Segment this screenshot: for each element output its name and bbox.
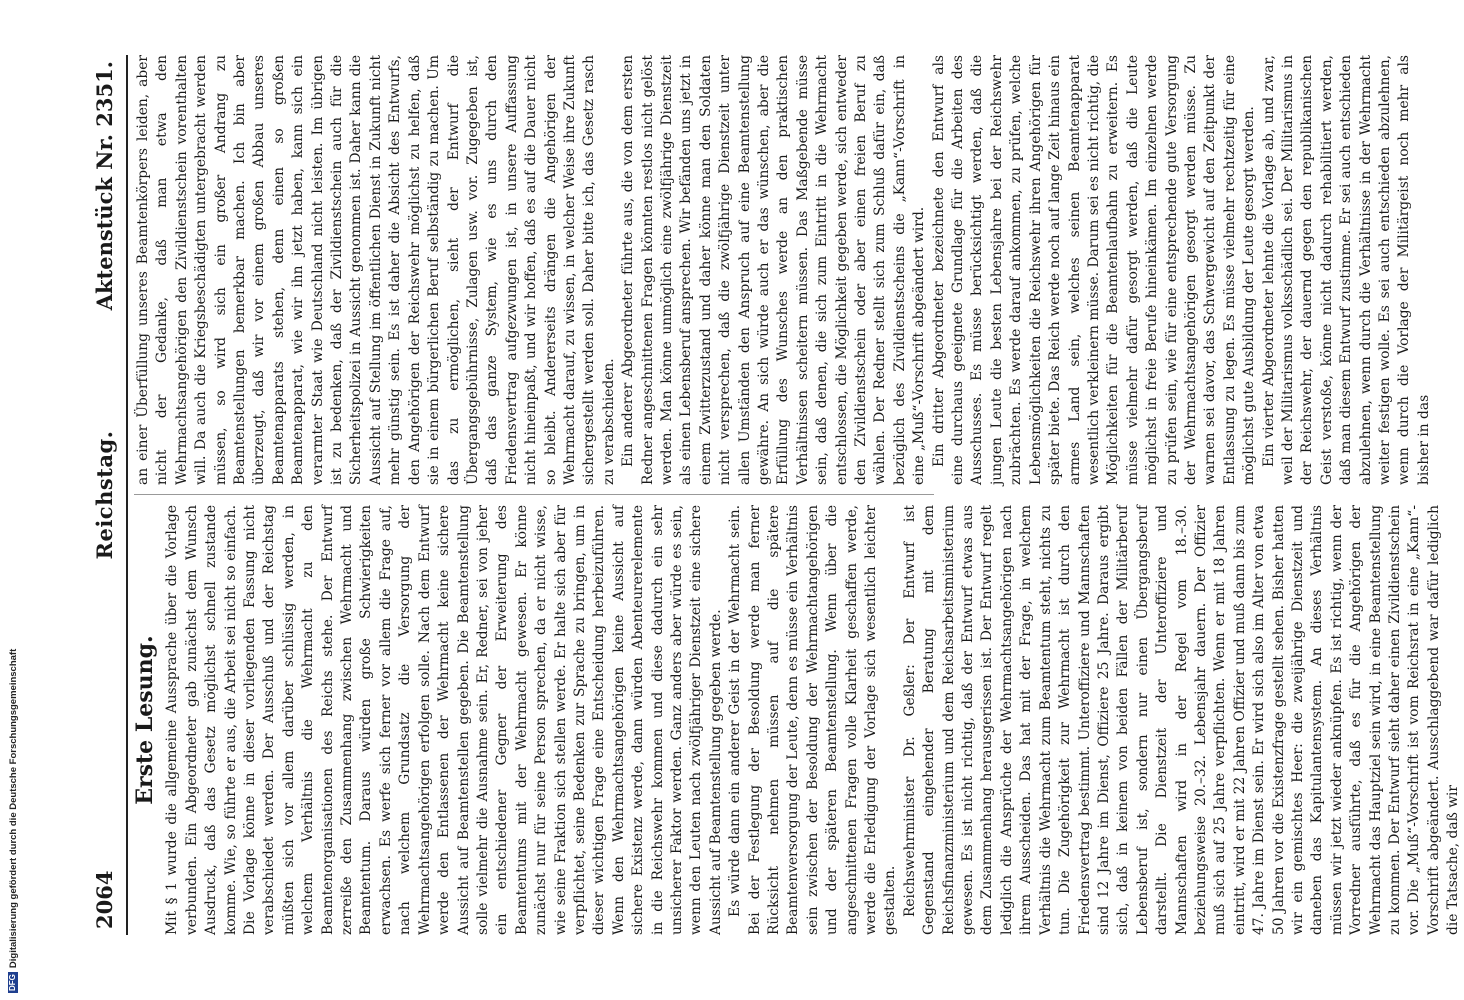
paragraph: Ein dritter Abgeordneter bezeichnete den Entwurf als eine durchaus geeignete Grundlage für die Arbeiten des Ausschusses. Es müsse berücksichtigt werden, daß die jungen Leute die besten Lebensjahre bei der Reichswehr zubrächten. Es werde darauf ankommen, zu prüfen, welche Lebensmöglichkeiten die Reichswehr ihren Angehörigen für später biete. Das Reich werde noch auf lange Zeit hinaus ein armes Land sein, welches seinen Beamtenapparat wesentlich verkleinern müsse. Darum sei es nicht richtig, die Möglichkeiten für die Beamtenlaufbahn zu erweitern. Es müsse vielmehr dafür gesorgt werden, daß die Leute möglichst in freie Berufe hineinkämen. Im einzelnen werde zu prüfen sein, wie für eine entsprechende gute Versorgung der Wehrmachtsangehörigen gesorgt werden müsse. Zu warnen sei davor, das Schwergewicht auf den Zeitpunkt der Entlassung zu legen. Es müsse vielmehr rechtzeitig für eine möglichst gute Ausbildung der Leute gesorgt werden. <box>930 55 1258 485</box>
footer-strip <box>0 0 22 1000</box>
paragraph: Mit § 1 wurde die allgemeine Aussprache über die Vorlage verbunden. Ein Abgeordneter gab zunächst dem Wunsch Ausdruck, daß das Gesetz möglichst schnell zustande komme. Wie, so führte er aus, die Arbeit sei nicht so einfach. Die Vorlage könne in dieser vorliegenden Fassung nicht verabschiedet werden. Der Ausschuß und der Reichstag müßten sich vor allem darüber schlüssig werden, in welchem Verhältnis die Wehrmacht zu den Beamtenorganisationen des Reichs stehe. Der Entwurf zerreiße den Zusammenhang zwischen Wehrmacht und Beamtentum. Daraus würden große Schwierigkeiten erwachsen. Es werfe sich ferner vor allem die Frage auf, nach welchem Grundsatz die Versorgung der Wehrmachtsangehörigen erfolgen solle. Nach dem Entwurf werde den Entlassenen der Wehrmacht keine sichere Aussicht auf Beamtenstellen gegeben. Die Beamtenstellung solle vielmehr die Ausnahme sein. Er, Redner, sei von jeher ein entschiedener Gegner der Erweiterung des Beamtentums mit der Wehrmacht gewesen. Er könne zunächst nur für seine Person sprechen, da er nicht wisse, wie seine Fraktion sich stellen werde. Er halte sich aber für verpflichtet, seine Bedenken zur Sprache zu bringen, um in dieser wichtigen Frage eine Entscheidung herbeizuführen. Wenn den Wehrmachtsangehörigen keine Aussicht auf sichere Existenz werde, dann würden Abenteurerelemente in die Reichswehr kommen und diese dadurch ein sehr unsicherer Faktor werden. Ganz anders aber würde es sein, wenn den Leuten nach zwölfjähriger Dienstzeit eine sichere Aussicht auf Beamtenstellung gegeben werde. <box>164 505 724 935</box>
paragraph: Es würde dann ein anderer Geist in der Wehrmacht sein. Bei der Festlegung der Besoldung werde man ferner Rücksicht nehmen müssen auf die spätere Beamtenversorgung der Leute, denn es müsse ein Verhältnis sein zwischen der Besoldung der Wehrmachtangehörigen und der späteren Beamtenstellung. Wenn über die angeschnittenen Fragen volle Klarheit geschaffen werde, werde die Erledigung der Vorlage sich wesentlich leichter gestalten. <box>727 505 899 935</box>
paragraph: Ein anderer Abgeordneter führte aus, die von dem ersten Redner angeschnittenen Fragen könnten restlos nicht gelöst werden. Man könne unmöglich eine zwölfjährige Dienstzeit als einen Lebensberuf ansprechen. Wir befänden uns jetzt in einem Zwitterzustand und daher könne man den Soldaten nicht versprechen, daß die zwölfjährige Dienstzeit unter allen Umständen den Anspruch auf eine Beamtenstellung gewähre. An sich würde auch er das wünschen, aber die Erfüllung des Wunsches werde an den praktischen Verhältnissen scheitern müssen. Das Maßgebende müsse sein, daß denen, die sich zum Eintritt in die Wehrmacht entschlossen, die Möglichkeit gegeben werde, sich entweder den Zivildienstschein oder aber einen freien Beruf zu wählen. Der Redner stellt sich zum Schluß dafür ein, daß bezüglich des Zivildienstscheins die „Kann“-Vorschrift in eine „Muß“-Vorschrift abgeändert wird. <box>620 55 928 485</box>
section-heading: Erste Lesung. <box>132 635 158 805</box>
document-number: Aktenstück Nr. 2351. <box>92 61 117 311</box>
footer-credit <box>3 0 25 993</box>
paragraph: Reichswehrminister Dr. Geßler: Der Entwurf ist Gegenstand eingehender Beratung mit dem Reichsfinanzministerium und dem Reichsarbeitsministerium gewesen. Es ist nicht richtig, daß der Entwurf etwas aus dem Zusammenhang herausgerissen ist. Der Entwurf regelt lediglich die Ansprüche der Wehrmachtsangehörigen nach ihrem Ausscheiden. Das hat mit der Frage, in welchem Verhältnis die Wehrmacht zum Beamtentum steht, nichts zu tun. Die Zugehörigkeit zur Wehrmacht ist durch den Friedensvertrag bestimmt. Unteroffiziere und Mannschaften sind 12 Jahre im Dienst, Offiziere 25 Jahre. Daraus ergibt sich, daß in keinem von beiden Fällen der Militärberuf Lebensberuf ist, sondern nur einen Übergangsberuf darstellt. Die Dienstzeit der Unteroffiziere und Mannschaften wird in der Regel vom 18.–30. beziehungsweise 20.–32. Lebensjahr dauern. Der Offizier muß sich auf 25 Jahre verpflichten. Wenn er mit 18 Jahren eintritt, wird er mit 22 Jahren Offizier und muß dann bis zum 47. Jahre im Dienst sein. Er wird sich also im Alter von etwa 50 Jahren vor die Existenzfrage gestellt sehen. Bisher hatten wir ein gemischtes Heer: die zweijährige Dienstzeit und daneben das Kapitulantensystem. An dieses Verhältnis müssen wir jetzt wieder anknüpfen. Es ist richtig, wenn der Vorredner ausführte, daß es für die Angehörigen der Wehrmacht das Hauptziel sein wird, in eine Beamtenstellung zu kommen. Der Entwurf sieht daher einen Zivildienstschein vor. Die „Muß“-Vorschrift ist vom Reichsrat in eine „Kann“-Vorschrift abgeändert. Ausschlaggebend war dafür lediglich die Tatsache, daß wir <box>901 505 1462 935</box>
paragraph: Ein vierter Abgeordneter lehnte die Vorlage ab, und zwar, weil der Militarismus volksschädlich sei. Der Militarismus in der Reichswehr, der dauernd gegen den republikanischen Geist verstoße, könne nicht dadurch rehabilitiert werden, daß man diesem Entwurf zustimme. Er sei auch entschieden abzulehnen, wenn durch die Verhältnisse in der Wehrmacht weiter festigen wolle. Es sei auch entschieden abzulehnen, wenn durch die Vorlage der Militärgeist noch mehr als bisher in das <box>1260 55 1432 485</box>
header-rule <box>126 55 128 935</box>
page-number: 2064 <box>92 870 117 929</box>
column-divider <box>134 494 934 495</box>
running-title: Reichstag. <box>92 430 117 560</box>
footer-text: Digitalisierung gefördert durch die Deutsche Forschungsgemeinschaft <box>8 648 19 969</box>
rotated-page <box>86 55 1462 935</box>
page-header <box>86 55 128 935</box>
paragraph: an einer Überfüllung unseres Beamtenkörpers leiden, aber nicht der Gedanke, daß man etwa den Wehrmachtsangehörigen den Zivildienstschein vorenthalten will. Da auch die Kriegsbeschädigten untergebracht werden müssen, so wird sich ein großer Andrang zu Beamtenstellungen bemerkbar machen. Ich bin aber überzeugt, daß wir vor einem großen Abbau unseres Beamtenapparats stehen, denn einen so großen Beamtenapparat, wie wir ihn jetzt haben, kann sich ein verarmter Staat wie Deutschland nicht leisten. Im übrigen ist zu bedenken, daß der Zivildienstschein auch für die Sicherheitspolizei in Aussicht genommen ist. Daher kann die Aussicht auf Stellung im öffentlichen Dienst in Zukunft nicht mehr günstig sein. Es ist daher die Absicht des Entwurfs, den Angehörigen der Reichswehr möglichst zu helfen, daß sie in einem bürgerlichen Beruf selbständig zu machen. Um das zu ermöglichen, sieht der Entwurf die Übergangsgebührnisse, Zulagen usw. vor. Zugegeben ist, daß das ganze System, wie es uns durch den Friedensvertrag aufgezwungen ist, in unsere Auffassung nicht hineinpaßt, und wir hoffen, daß es auf die Dauer nicht so bleibt. Andererseits drängen die Angehörigen der Wehrmacht darauf, zu wissen, in welcher Weise ihre Zukunft sichergestellt werden soll. Daher bitte ich, das Gesetz rasch zu verabschieden. <box>135 55 617 485</box>
dfg-logo: DFG <box>8 974 18 991</box>
